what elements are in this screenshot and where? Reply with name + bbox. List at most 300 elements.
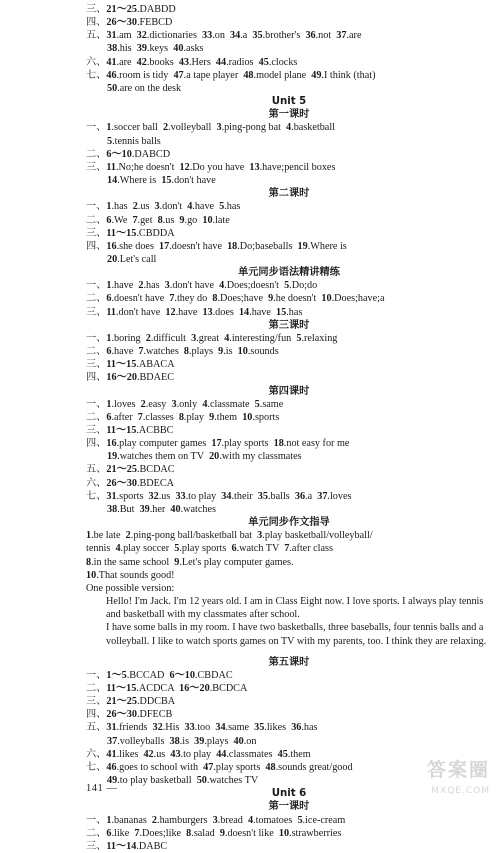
answer-text: .watches <box>180 503 216 515</box>
question-number: 7 <box>132 214 138 226</box>
answer-text: .play <box>183 411 210 423</box>
answer-text: .with my classmates <box>219 451 302 463</box>
answer-text: .be late <box>91 530 126 542</box>
answer-text: .tomatoes <box>253 814 298 826</box>
answer-text: .DDCBA <box>136 696 176 708</box>
question-number: 15 <box>161 175 172 187</box>
question-number: 16 <box>106 438 117 450</box>
question-number: 11～14 <box>106 840 137 852</box>
question-number: 11 <box>106 161 116 173</box>
answer-text: .classmate <box>207 398 255 410</box>
watermark-line-1: 答案圈 <box>426 759 490 781</box>
answer-text: .goes to school with <box>116 761 204 773</box>
question-number: 47 <box>173 69 184 81</box>
answer-text: .sounds <box>247 346 279 358</box>
question-number: 3 <box>216 122 222 134</box>
answer-text: 二、 <box>86 682 107 694</box>
question-number: 49 <box>311 69 322 81</box>
answer-text: .his <box>117 43 137 55</box>
answer-text: .same <box>225 722 255 734</box>
answer-text: .has <box>111 201 133 213</box>
question-number: 35 <box>252 30 263 42</box>
section-heading: 第三课时 <box>268 319 310 331</box>
question-number: 46 <box>106 69 117 81</box>
question-number: 39 <box>136 43 147 55</box>
answer-line <box>86 398 492 411</box>
question-number: 6 <box>106 346 112 358</box>
answer-text: .DABC <box>136 840 168 852</box>
answer-line <box>86 437 492 450</box>
question-number: 10 <box>278 827 290 839</box>
answer-text: .play sports <box>221 438 274 450</box>
answer-text: .That sounds good! <box>96 569 175 581</box>
answer-text: .late <box>212 214 230 226</box>
answer-text: .Where is <box>307 240 347 252</box>
section-heading: 第二课时 <box>268 188 310 200</box>
sample-essay-paragraph: Hello! I'm Jack. I'm 12 years old. I am in Class Eight now. I love sports. I always play tennis and basketball with my classmates after school. <box>106 596 484 621</box>
question-number: 31 <box>106 30 117 42</box>
answer-text: .volleyballs <box>117 735 170 747</box>
answer-text: .likes <box>116 748 144 760</box>
answer-text: .We <box>111 214 133 226</box>
question-number: 7 <box>134 827 140 839</box>
answer-text: .have <box>111 280 139 292</box>
question-number: 1 <box>106 398 112 410</box>
question-number: 4 <box>202 398 208 410</box>
question-number: 19 <box>107 451 118 463</box>
answer-text: .likes <box>264 722 292 734</box>
answer-text: 七、 <box>86 761 107 773</box>
section-heading: Unit 6 <box>271 788 307 800</box>
answer-text: .on <box>212 30 231 42</box>
question-number: 13 <box>202 306 213 318</box>
answer-text: .basketball <box>291 122 335 134</box>
question-number: 1 <box>106 280 112 292</box>
question-number: 34 <box>215 722 226 734</box>
answer-text: 一、 <box>86 332 107 344</box>
question-number: 8 <box>157 214 163 226</box>
answer-text: .brother's <box>262 30 306 42</box>
answer-text: 一、 <box>86 201 107 213</box>
question-number: 32 <box>136 30 147 42</box>
answer-text: .plays <box>188 346 219 358</box>
answer-text: .are <box>116 56 137 68</box>
answer-text: .asks <box>183 43 204 55</box>
answer-text: .Does;have;a <box>331 293 385 305</box>
question-number: 14 <box>238 306 250 318</box>
answer-text: 二、 <box>86 214 107 226</box>
question-number: 40 <box>170 503 181 515</box>
answer-text: tennis <box>86 543 116 555</box>
section-heading: 单元同步作文指导 <box>248 517 330 529</box>
question-number: 4 <box>224 332 230 344</box>
question-number: 45 <box>258 56 269 68</box>
question-number: 7 <box>138 346 144 358</box>
answer-text: .classmates <box>226 748 278 760</box>
question-number: 26～30 <box>106 17 137 29</box>
answer-text: .DABDD <box>136 4 176 15</box>
answer-text: .they do <box>174 293 213 305</box>
question-number: 21～25 <box>106 464 137 476</box>
question-number: 48 <box>243 69 254 81</box>
answer-line <box>86 121 492 134</box>
question-number: 31 <box>106 722 117 734</box>
answer-text: .hamburgers <box>157 814 213 826</box>
answer-line <box>86 490 492 503</box>
question-number: 9 <box>219 827 225 839</box>
answer-line <box>86 556 492 569</box>
answer-text: .play basketball/volleyball/ <box>262 530 373 542</box>
question-number: 39 <box>139 503 150 515</box>
question-number: 10 <box>237 346 248 358</box>
answer-text: .easy <box>145 398 172 410</box>
answer-line <box>86 371 492 384</box>
question-number: 21～25 <box>106 4 137 15</box>
question-number: 49 <box>107 775 118 787</box>
answer-text: .salad <box>191 827 220 839</box>
answer-text: .doesn't like <box>224 827 279 839</box>
answer-text: 二、 <box>86 827 107 839</box>
answer-text: .I think (that) <box>321 69 376 81</box>
question-number: 33 <box>175 490 186 502</box>
answer-line <box>86 735 492 748</box>
answer-line <box>86 240 492 253</box>
answer-line <box>86 16 492 29</box>
answer-text: .get <box>137 214 158 226</box>
answer-line <box>86 200 492 213</box>
answer-text: .ACBBC <box>136 425 174 436</box>
answer-line <box>86 332 492 345</box>
answer-line <box>86 424 492 437</box>
question-number: 3 <box>164 280 170 292</box>
section-heading: 第五课时 <box>268 656 310 668</box>
answer-text: .don't <box>159 201 188 213</box>
answer-text: .ACDCA <box>136 682 180 694</box>
answer-text: 三、 <box>86 425 107 436</box>
question-number: 5 <box>254 398 260 410</box>
answer-line <box>86 503 492 516</box>
question-number: 5 <box>296 332 302 344</box>
answer-text: .them <box>214 411 243 423</box>
answer-text: .have <box>192 201 220 213</box>
answer-text: .strawberries <box>289 827 342 839</box>
question-number: 26～30 <box>106 477 137 489</box>
answer-text: .us <box>137 201 155 213</box>
question-number: 34 <box>221 490 232 502</box>
question-number: 9 <box>218 346 224 358</box>
answer-text: .us <box>162 214 180 226</box>
answer-text: 二、 <box>86 148 107 160</box>
question-number: 36 <box>294 490 306 502</box>
answer-text: .dictionaries <box>146 30 203 42</box>
answer-text: .ice-cream <box>302 814 346 826</box>
answer-text: .Do;do <box>289 280 318 292</box>
question-number: 48 <box>265 761 276 773</box>
question-number: 4 <box>115 543 121 555</box>
question-number: 8 <box>212 293 218 305</box>
question-number: 38 <box>169 735 180 747</box>
question-number: 8 <box>186 827 192 839</box>
answer-text: 四、 <box>86 438 107 450</box>
question-number: 37 <box>336 30 347 42</box>
answer-text: .DFECB <box>136 709 173 721</box>
question-number: 6 <box>231 543 237 555</box>
answer-text: .difficult <box>150 332 192 344</box>
question-number: 36 <box>305 30 316 42</box>
question-number: 41 <box>106 748 117 760</box>
answer-line <box>86 463 492 476</box>
answer-text: .are <box>346 30 362 42</box>
question-number: 8 <box>178 411 184 423</box>
question-number: 18 <box>273 438 284 450</box>
answer-line <box>86 174 492 187</box>
answer-text: 七、 <box>86 69 107 81</box>
question-number: 1 <box>106 814 112 826</box>
answer-line <box>86 411 492 424</box>
answer-text: .boring <box>111 332 146 344</box>
question-number: 26～30 <box>106 709 137 721</box>
answer-text: .don't have <box>169 280 220 292</box>
question-number: 21～25 <box>106 696 137 708</box>
answer-line <box>86 721 492 734</box>
question-number: 37 <box>107 735 118 747</box>
answer-key-content <box>86 3 492 853</box>
answer-line <box>86 227 492 240</box>
answer-line <box>86 840 492 853</box>
answer-text: .interesting/fun <box>229 332 297 344</box>
question-number: 44 <box>216 748 227 760</box>
answer-text: .have <box>111 346 139 358</box>
answer-text: .plays <box>204 735 234 747</box>
question-number: 1～5 <box>106 669 127 681</box>
question-number: 2 <box>140 398 146 410</box>
answer-text: .are on the desk <box>117 82 182 94</box>
question-number: 40 <box>233 735 244 747</box>
answer-text: 三、 <box>86 227 107 239</box>
answer-text: .watches them on TV <box>117 451 210 463</box>
answer-text: .model plane <box>253 69 312 81</box>
answer-text: .has <box>286 306 303 318</box>
answer-text: 七、 <box>86 490 107 502</box>
answer-text: 一、 <box>86 122 107 134</box>
answer-text: .Does;doesn't <box>224 280 285 292</box>
question-number: 34 <box>230 30 241 42</box>
answer-line <box>86 358 492 371</box>
question-number: 1 <box>106 332 112 344</box>
answer-text: .Let's play computer games. <box>179 556 294 568</box>
answer-text: 二、 <box>86 411 107 423</box>
question-number: 2 <box>151 814 158 826</box>
answer-text: .Hers <box>189 56 216 68</box>
question-number: 3 <box>191 332 197 344</box>
answer-text: .great <box>196 332 225 344</box>
answer-text: .in the same school <box>91 556 175 568</box>
answer-text: .has <box>301 722 318 734</box>
question-number: 3 <box>171 398 177 410</box>
question-number: 16 <box>106 240 117 252</box>
answer-text: 五、 <box>86 722 107 734</box>
answer-text: .ping-pong ball/basketball bat <box>130 530 258 542</box>
answer-text: .play sports <box>213 761 266 773</box>
answer-text: .have;pencil boxes <box>259 161 336 173</box>
question-number: 42 <box>143 748 154 760</box>
answer-text: .BDECA <box>136 477 175 489</box>
answer-line <box>86 214 492 227</box>
question-number: 44 <box>215 56 227 68</box>
question-number: 9 <box>209 411 215 423</box>
answer-text: 三、 <box>86 696 107 708</box>
question-number: 40 <box>173 43 184 55</box>
question-number: 10 <box>242 411 253 423</box>
answer-text: .BCDAC <box>136 464 175 476</box>
answer-text: .volleyball <box>168 122 217 134</box>
answer-text: .she does <box>116 240 160 252</box>
section-heading: 单元同步语法精讲精练 <box>238 267 340 279</box>
question-number: 38 <box>107 43 118 55</box>
question-number: 7 <box>169 293 175 305</box>
question-number: 5 <box>174 543 180 555</box>
answer-text: .radios <box>226 56 259 68</box>
answer-text: 二、 <box>86 293 107 305</box>
question-number: 3 <box>257 530 263 542</box>
answer-text: 六、 <box>86 748 107 760</box>
answer-text: One possible version: <box>86 582 175 594</box>
question-number: 4 <box>286 122 292 134</box>
answer-text: .CBDAC <box>194 669 233 681</box>
question-number: 6 <box>106 293 112 305</box>
question-number: 4 <box>219 280 225 292</box>
answer-line <box>86 827 492 840</box>
answer-line <box>86 253 492 266</box>
answer-line <box>86 682 492 695</box>
answer-text: .bananas <box>111 814 152 826</box>
answer-text: .to play <box>180 748 217 760</box>
question-number: 17 <box>159 240 170 252</box>
watermark-logo <box>412 759 494 798</box>
answer-text: .play computer games <box>116 438 212 450</box>
answer-line <box>86 529 492 542</box>
answer-text: .BCDCA <box>209 682 248 694</box>
answer-line <box>86 814 492 827</box>
answer-text: .loves <box>111 398 141 410</box>
question-number: 8 <box>183 346 189 358</box>
answer-text: .to play basketball <box>117 775 197 787</box>
answer-text: .BDAEC <box>136 372 175 384</box>
question-number: 10 <box>86 569 97 581</box>
question-number: 12 <box>179 161 190 173</box>
question-number: 39 <box>194 735 205 747</box>
question-number: 5 <box>284 280 290 292</box>
answer-text: .to play <box>185 490 222 502</box>
question-number: 6 <box>106 214 112 226</box>
sample-essay-paragraph: I have some balls in my room. I have two basketballs, three baseballs, four tennis balls and a volleyball. I like to watch sports games on TV with my parents, too. I think they are relaxing. <box>106 622 487 647</box>
question-number: 10 <box>321 293 332 305</box>
answer-text: 六、 <box>86 477 107 489</box>
section-heading: Unit 5 <box>271 96 307 108</box>
question-number: 33 <box>202 30 213 42</box>
question-number: 45 <box>277 748 288 760</box>
question-number: 42 <box>136 56 147 68</box>
answer-line <box>86 669 492 682</box>
answer-text: .not <box>315 30 337 42</box>
answer-line <box>86 292 492 305</box>
question-number: 2 <box>162 122 169 134</box>
question-number: 20 <box>107 253 118 265</box>
question-number: 5 <box>297 814 303 826</box>
answer-text: .he doesn't <box>273 293 322 305</box>
answer-text: .CBDDA <box>136 227 175 239</box>
question-number: 36 <box>291 722 302 734</box>
answer-text: .doesn't have <box>169 240 228 252</box>
answer-text: .tennis balls <box>112 135 161 147</box>
answer-text: 三、 <box>86 359 107 371</box>
answer-line <box>86 69 492 82</box>
answer-text: .Does;have <box>217 293 269 305</box>
answer-text: .But <box>117 503 140 515</box>
answer-text: 三、 <box>86 306 107 318</box>
answer-text: .Do you have <box>189 161 250 173</box>
answer-text: .His <box>162 722 185 734</box>
answer-text: .after class <box>289 543 333 555</box>
question-number: 35 <box>257 490 268 502</box>
answer-text: 一、 <box>86 280 107 292</box>
answer-text: .like <box>111 827 135 839</box>
question-number: 4 <box>247 814 254 826</box>
answer-text: .don't have <box>171 175 216 187</box>
question-number: 43 <box>170 748 181 760</box>
answer-text: 六、 <box>86 56 107 68</box>
answer-text: .has <box>143 280 165 292</box>
answer-text: 五、 <box>86 30 107 42</box>
answer-line <box>86 29 492 42</box>
answer-text: .books <box>146 56 179 68</box>
answer-text: .classes <box>142 411 179 423</box>
question-number: 17 <box>211 438 222 450</box>
answer-line <box>86 135 492 148</box>
answer-text: .their <box>231 490 258 502</box>
question-number: 46 <box>106 761 117 773</box>
answer-text: .her <box>149 503 171 515</box>
question-number: 1 <box>106 201 112 213</box>
answer-text: .sounds great/good <box>275 761 353 773</box>
answer-text: 一、 <box>86 814 107 826</box>
question-number: 9 <box>268 293 274 305</box>
question-number: 16～20 <box>106 372 137 384</box>
question-number: 11～15 <box>106 425 137 436</box>
answer-text: 三、 <box>86 840 107 852</box>
question-number: 3 <box>212 814 218 826</box>
answer-text: .don't have <box>116 306 166 318</box>
answer-text: .sports <box>252 411 280 423</box>
question-number: 18 <box>227 240 238 252</box>
watermark-line-2: MXQE.COM <box>431 786 490 796</box>
answer-text: .sports <box>116 490 149 502</box>
answer-text: .doesn't have <box>111 293 170 305</box>
answer-text: .Let's call <box>117 253 157 265</box>
answer-text: .play soccer <box>120 543 175 555</box>
answer-text: .Does;like <box>139 827 187 839</box>
answer-text: .clocks <box>268 56 298 68</box>
answer-line <box>86 161 492 174</box>
question-number: 10 <box>202 214 213 226</box>
answer-text: .have <box>249 306 277 318</box>
question-number: 1 <box>106 122 112 134</box>
answer-text: 五、 <box>86 464 107 476</box>
question-number: 1 <box>86 530 92 542</box>
answer-text: .FEBCD <box>136 17 173 29</box>
answer-text: .keys <box>146 43 174 55</box>
question-number: 6～10 <box>169 669 195 681</box>
